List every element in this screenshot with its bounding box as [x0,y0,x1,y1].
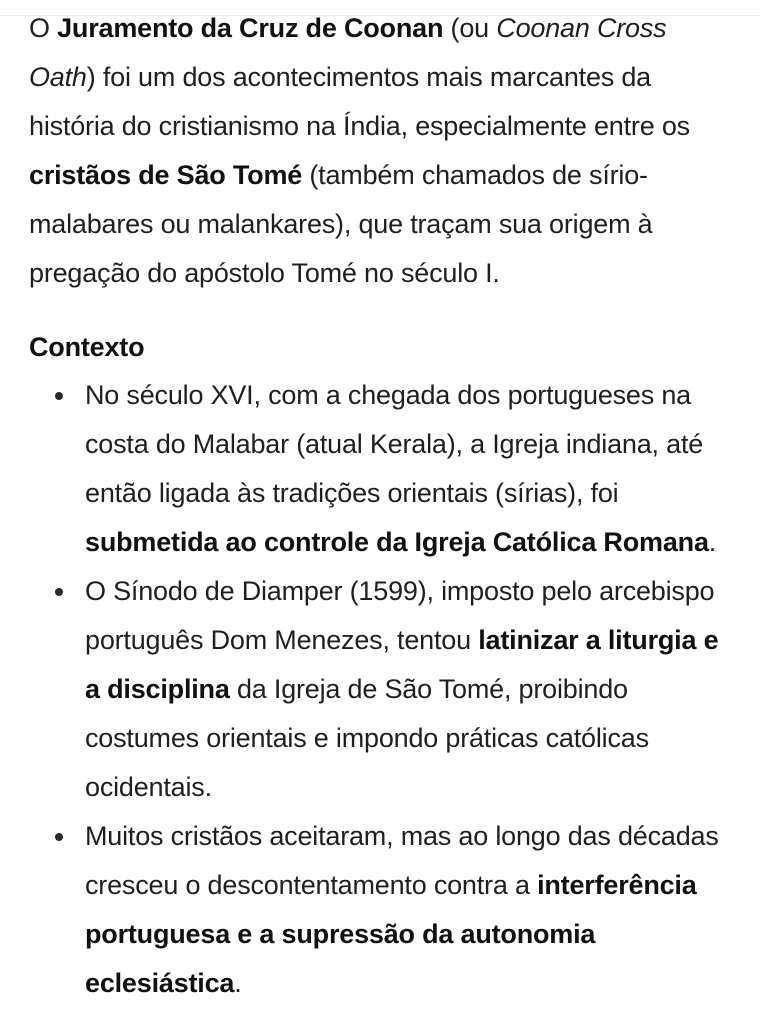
bullet-text: O Sínodo de Diamper (1599), imposto pelo arcebispo português Dom Menezes, tentou [85,576,715,655]
intro-bold-christians: cristãos de São Tomé [29,160,303,190]
bullet-bold-text: submetida ao controle da Igreja Católica Romana [85,527,709,557]
intro-text: (também chamados de sírio-malabares ou malankares), que traçam sua origem à pregação do apóstolo Tomé no século I. [29,160,653,288]
bullet-dot-icon [55,833,63,841]
bullet-text: . [708,527,717,557]
section-heading: Contexto [29,332,145,362]
bullet-bold-text: latinizar a liturgia e a disciplina [85,625,719,704]
list-item [29,371,739,567]
article-body [29,4,739,1008]
bullet-bold-text: interferência portuguesa e a supressão da autonomia eclesiástica [85,870,697,998]
intro-text: ) foi um dos acontecimentos mais marcantes da história do cristianismo na Índia, especialmente entre os [29,62,690,141]
bullet-text: Muitos cristãos aceitaram, mas ao longo das décadas cresceu o descontentamento contra a [85,821,719,900]
bullet-text: No século XVI, com a chegada dos portugueses na costa do Malabar (atual Kerala), a Igreja indiana, até então ligada às tradições orientais (sírias), foi [85,380,704,508]
intro-italic-english: Coonan Cross Oath [29,13,667,92]
list-item [29,567,739,812]
intro-paragraph [29,4,739,298]
intro-text: (ou [443,13,497,43]
bullet-text: da Igreja de São Tomé, proibindo costumes orientais e impondo práticas católicas ocidentais. [85,674,649,802]
bullet-text: . [234,968,242,998]
bullet-dot-icon [55,588,63,596]
intro-text: O [29,13,58,43]
list-item [29,812,739,1008]
context-bullet-list [29,371,739,1008]
intro-bold-oath: Juramento da Cruz de Coonan [57,13,444,43]
bullet-dot-icon [55,392,63,400]
